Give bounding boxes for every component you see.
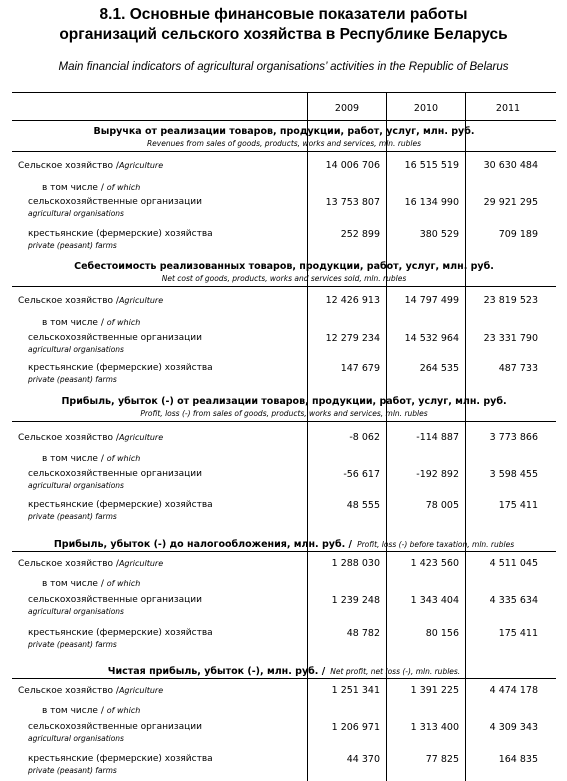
label-en: Agriculture xyxy=(118,161,164,170)
value-cell-farms: 380 529 xyxy=(419,229,459,240)
value-cell-organisations: -56 617 xyxy=(343,469,380,480)
value-cell-agriculture: 3 773 866 xyxy=(489,432,538,443)
title-line-2: организаций сельского хозяйства в Республике Беларусь xyxy=(59,26,508,43)
label-en: Agriculture xyxy=(118,433,164,442)
row-label-agriculture xyxy=(18,160,163,172)
value-cell-organisations: 23 331 790 xyxy=(483,333,538,344)
row-label-farms xyxy=(28,500,213,511)
label-ru: крестьянские (фермерские) хозяйства xyxy=(28,229,213,239)
row-sublabel-organisations: agricultural organisations xyxy=(28,481,124,490)
label-ru: крестьянские (фермерские) хозяйства xyxy=(28,500,213,510)
label-ru: сельскохозяйственные организации xyxy=(28,595,202,605)
value-cell-organisations: 29 921 295 xyxy=(483,197,538,208)
value-cell-organisations: 4 335 634 xyxy=(489,595,538,606)
label-en: Agriculture xyxy=(118,296,164,305)
value-cell-organisations: 3 598 455 xyxy=(489,469,538,480)
row-label-agriculture xyxy=(18,432,163,444)
section-rule xyxy=(12,678,556,679)
row-label-of-which xyxy=(42,182,140,194)
section-header xyxy=(12,663,556,678)
label-en: Agriculture xyxy=(118,559,164,568)
value-cell-farms: 80 156 xyxy=(425,628,459,639)
label-en: of which xyxy=(106,183,141,192)
value-cell-agriculture: -8 062 xyxy=(349,432,380,443)
label-ru: в том числе / xyxy=(42,706,104,716)
year-header-2011: 2011 xyxy=(495,103,521,114)
row-label-of-which xyxy=(42,578,140,590)
section-title-ru: Прибыль, убыток (-) от реализации товаров, продукции, работ, услуг, млн. руб. xyxy=(61,396,507,407)
label-ru: крестьянские (фермерские) хозяйства xyxy=(28,628,213,638)
value-cell-farms: 78 005 xyxy=(425,500,459,511)
row-label-of-which xyxy=(42,453,140,465)
section-rule xyxy=(12,551,556,552)
value-cell-farms: 147 679 xyxy=(340,363,380,374)
section-title-en: Net cost of goods, products, works and services sold, mln. rubles xyxy=(161,274,407,283)
row-label-organisations xyxy=(28,595,202,606)
page-subtitle: Main financial indicators of agricultural organisations’ activities in the Republic of Belarus xyxy=(58,61,509,73)
value-cell-agriculture: 1 423 560 xyxy=(410,558,459,569)
row-label-of-which xyxy=(42,317,140,329)
row-sublabel-farms: private (peasant) farms xyxy=(28,766,117,775)
value-cell-farms: 77 825 xyxy=(425,754,459,765)
row-label-agriculture xyxy=(18,295,163,307)
year-header-2009: 2009 xyxy=(334,103,360,114)
value-cell-agriculture: 14 797 499 xyxy=(404,295,459,306)
value-cell-agriculture: 23 819 523 xyxy=(483,295,538,306)
value-cell-farms: 487 733 xyxy=(498,363,538,374)
value-cell-agriculture: 4 474 178 xyxy=(489,685,538,696)
label-ru: крестьянские (фермерские) хозяйства xyxy=(28,754,213,764)
row-sublabel-organisations: agricultural organisations xyxy=(28,734,124,743)
value-cell-agriculture: -114 887 xyxy=(416,432,459,443)
value-cell-organisations: 16 134 990 xyxy=(404,197,459,208)
value-cell-farms: 709 189 xyxy=(498,229,538,240)
year-header-2010: 2010 xyxy=(413,103,439,114)
section-title-ru: Прибыль, убыток (-) до налогообложения, млн. руб. / xyxy=(53,539,352,550)
row-sublabel-organisations: agricultural organisations xyxy=(28,607,124,616)
row-sublabel-organisations: agricultural organisations xyxy=(28,209,124,218)
header-bottom-rule xyxy=(12,120,556,121)
row-label-agriculture xyxy=(18,685,163,697)
section-title-ru: Себестоимость реализованных товаров, продукции, работ, услуг, млн. руб. xyxy=(74,261,494,272)
label-ru: в том числе / xyxy=(42,454,104,464)
row-label-organisations xyxy=(28,722,202,733)
page-title xyxy=(0,5,567,45)
label-ru: Сельское хозяйство / xyxy=(18,559,119,569)
value-cell-agriculture: 30 630 484 xyxy=(483,160,538,171)
row-sublabel-farms: private (peasant) farms xyxy=(28,640,117,649)
label-en: of which xyxy=(106,706,141,715)
value-cell-organisations: 1 206 971 xyxy=(331,722,380,733)
section-header xyxy=(12,396,556,420)
value-cell-agriculture: 1 251 341 xyxy=(331,685,380,696)
label-ru: в том числе / xyxy=(42,318,104,328)
value-cell-agriculture: 14 006 706 xyxy=(325,160,380,171)
row-label-farms xyxy=(28,628,213,639)
label-en: of which xyxy=(106,454,141,463)
section-title-en: Profit, loss (-) from sales of goods, products, works and services, mln. rubles xyxy=(140,409,428,418)
title-line-1: 8.1. Основные финансовые показатели работы xyxy=(99,6,468,23)
label-ru: Сельское хозяйство / xyxy=(18,686,119,696)
label-ru: крестьянские (фермерские) хозяйства xyxy=(28,363,213,373)
value-cell-organisations: 13 753 807 xyxy=(325,197,380,208)
section-rule xyxy=(12,286,556,287)
label-ru: Сельское хозяйство / xyxy=(18,433,119,443)
label-ru: в том числе / xyxy=(42,183,104,193)
value-cell-organisations: 14 532 964 xyxy=(404,333,459,344)
value-cell-organisations: -192 892 xyxy=(416,469,459,480)
label-ru: в том числе / xyxy=(42,579,104,589)
label-en: Agriculture xyxy=(118,686,164,695)
value-cell-farms: 164 835 xyxy=(498,754,538,765)
section-header xyxy=(12,126,556,150)
value-cell-farms: 175 411 xyxy=(498,628,538,639)
value-cell-farms: 252 899 xyxy=(340,229,380,240)
value-cell-agriculture: 1 288 030 xyxy=(331,558,380,569)
section-rule xyxy=(12,151,556,152)
row-sublabel-organisations: agricultural organisations xyxy=(28,345,124,354)
row-label-organisations xyxy=(28,197,202,208)
value-cell-organisations: 12 279 234 xyxy=(325,333,380,344)
value-cell-organisations: 1 343 404 xyxy=(410,595,459,606)
label-ru: сельскохозяйственные организации xyxy=(28,469,202,479)
value-cell-organisations: 1 239 248 xyxy=(331,595,380,606)
label-ru: сельскохозяйственные организации xyxy=(28,197,202,207)
value-cell-organisations: 1 313 400 xyxy=(410,722,459,733)
section-header xyxy=(12,536,556,551)
value-cell-agriculture: 16 515 519 xyxy=(404,160,459,171)
value-cell-farms: 48 782 xyxy=(346,628,380,639)
label-en: of which xyxy=(106,318,141,327)
section-title-en: Net profit, net loss (-), mln. rubles. xyxy=(330,667,461,676)
table-top-rule xyxy=(12,92,556,93)
row-label-organisations xyxy=(28,333,202,344)
section-rule xyxy=(12,421,556,422)
label-en: of which xyxy=(106,579,141,588)
section-title-en: Revenues from sales of goods, products, works and services, mln. rubles xyxy=(146,139,422,148)
row-sublabel-farms: private (peasant) farms xyxy=(28,241,117,250)
value-cell-agriculture: 1 391 225 xyxy=(410,685,459,696)
value-cell-agriculture: 12 426 913 xyxy=(325,295,380,306)
value-cell-farms: 48 555 xyxy=(346,500,380,511)
row-label-agriculture xyxy=(18,558,163,570)
label-ru: сельскохозяйственные организации xyxy=(28,722,202,732)
section-title-ru: Выручка от реализации товаров, продукции, работ, услуг, млн. руб. xyxy=(93,126,475,137)
section-title-ru: Чистая прибыль, убыток (-), млн. руб. / xyxy=(107,666,326,677)
section-header xyxy=(12,261,556,285)
value-cell-farms: 44 370 xyxy=(346,754,380,765)
section-title-en: Profit, loss (-) before taxation, mln. rubles xyxy=(357,540,515,549)
row-sublabel-farms: private (peasant) farms xyxy=(28,512,117,521)
row-label-of-which xyxy=(42,705,140,717)
label-ru: Сельское хозяйство / xyxy=(18,161,119,171)
value-cell-organisations: 4 309 343 xyxy=(489,722,538,733)
value-cell-farms: 175 411 xyxy=(498,500,538,511)
row-label-farms xyxy=(28,754,213,765)
label-ru: сельскохозяйственные организации xyxy=(28,333,202,343)
row-label-organisations xyxy=(28,469,202,480)
value-cell-farms: 264 535 xyxy=(419,363,459,374)
label-ru: Сельское хозяйство / xyxy=(18,296,119,306)
row-label-farms xyxy=(28,229,213,240)
row-sublabel-farms: private (peasant) farms xyxy=(28,375,117,384)
value-cell-agriculture: 4 511 045 xyxy=(489,558,538,569)
row-label-farms xyxy=(28,363,213,374)
